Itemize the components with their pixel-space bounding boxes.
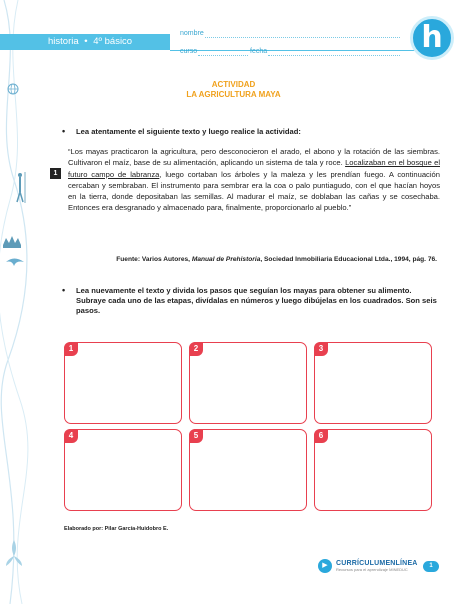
author-credit: Elaborado por: Pilar García-Huidobro E.: [64, 526, 169, 532]
source-book: Manual de Prehistoria: [191, 256, 261, 263]
drawing-box-2[interactable]: [189, 342, 307, 424]
drawing-box-4[interactable]: [64, 429, 182, 511]
box-number: 3: [314, 342, 328, 356]
passage-part-2: , luego cortaban los árboles y la maleza y les prendían fuego. A continuación cercaban y sembraban. El instrumento para sembrar era la coa o palo puntiagudo, con el que hacían hoyos en la tierra, donde depositaban las semillas. Al madurar el maíz, se doblaban las cañas y se cosechaba. Entonces era desgranado y almacenado para, finalmente, proporcionarlo al pueblo.”: [68, 169, 440, 213]
page-number: 1: [423, 561, 439, 572]
drawing-box-6[interactable]: [314, 429, 432, 511]
activity-subtitle: LA AGRICULTURA MAYA: [186, 90, 281, 99]
subject-label: historia: [48, 36, 79, 47]
box-number: 5: [189, 429, 203, 443]
box-number: 1: [64, 342, 78, 356]
box-number: 4: [64, 429, 78, 443]
bullet-icon: •: [62, 126, 66, 136]
passage-part-1: “Los mayas practicaron la agricultura, pero desconocieron el arado, el abono y la rotación de las siembras. Cultivaron el maíz, base de su alimentación, aplicando un sistema de tala y roce.: [68, 147, 440, 168]
activity-title: ACTIVIDAD: [211, 80, 256, 89]
drawing-box-3[interactable]: [314, 342, 432, 424]
subject-separator: •: [84, 36, 88, 47]
course-label: curso: [180, 48, 198, 55]
passage-underlined-step: Localizaban en el bosque el futuro campo de labranza: [68, 158, 440, 179]
name-field[interactable]: [205, 37, 400, 38]
warrior-figure-icon: [17, 172, 25, 203]
instruction-2: Lea nuevamente el texto y divida los pasos que seguían los mayas para obtener su alimento. Subraye cada uno de las etapas, divídalas en números y luego dibújelas en los cuadrados. Son seis pasos.: [76, 286, 437, 315]
brand-logo: [410, 16, 454, 60]
grade-label: 4º básico: [93, 36, 133, 47]
box-number: 6: [314, 429, 328, 443]
bird-icon: [6, 259, 24, 267]
name-label: nombre: [180, 30, 204, 37]
header-rule: [170, 50, 420, 51]
reading-passage: [68, 146, 440, 214]
curriculum-logo: [318, 559, 418, 573]
brand-name: CURRÍCULUMENLÍNEA: [336, 560, 418, 567]
instruction-1: Lea atentamente el siguiente texto y luego realice la actividad:: [76, 127, 301, 136]
course-field[interactable]: [198, 55, 248, 56]
box-number: 2: [189, 342, 203, 356]
drawing-box-5[interactable]: [189, 429, 307, 511]
bullet-icon: •: [62, 285, 66, 295]
play-arrow-icon: ▶: [318, 559, 332, 573]
crown-icon: [3, 236, 21, 248]
drawing-box-1[interactable]: [64, 342, 182, 424]
brand-tagline: Recursos para el aprendizaje MINEDUC: [336, 567, 408, 572]
source-prefix: Fuente: Varios Autores,: [116, 256, 192, 263]
date-label: fecha: [250, 48, 268, 55]
source-citation: [116, 256, 437, 263]
source-suffix: , Sociedad Inmobiliaria Educacional Ltda., 1994, pág. 76.: [260, 256, 437, 263]
logo-letter: h: [421, 20, 443, 55]
line-number-badge: 1: [50, 168, 61, 179]
subject-bar: [0, 34, 170, 50]
date-field[interactable]: [268, 55, 400, 56]
